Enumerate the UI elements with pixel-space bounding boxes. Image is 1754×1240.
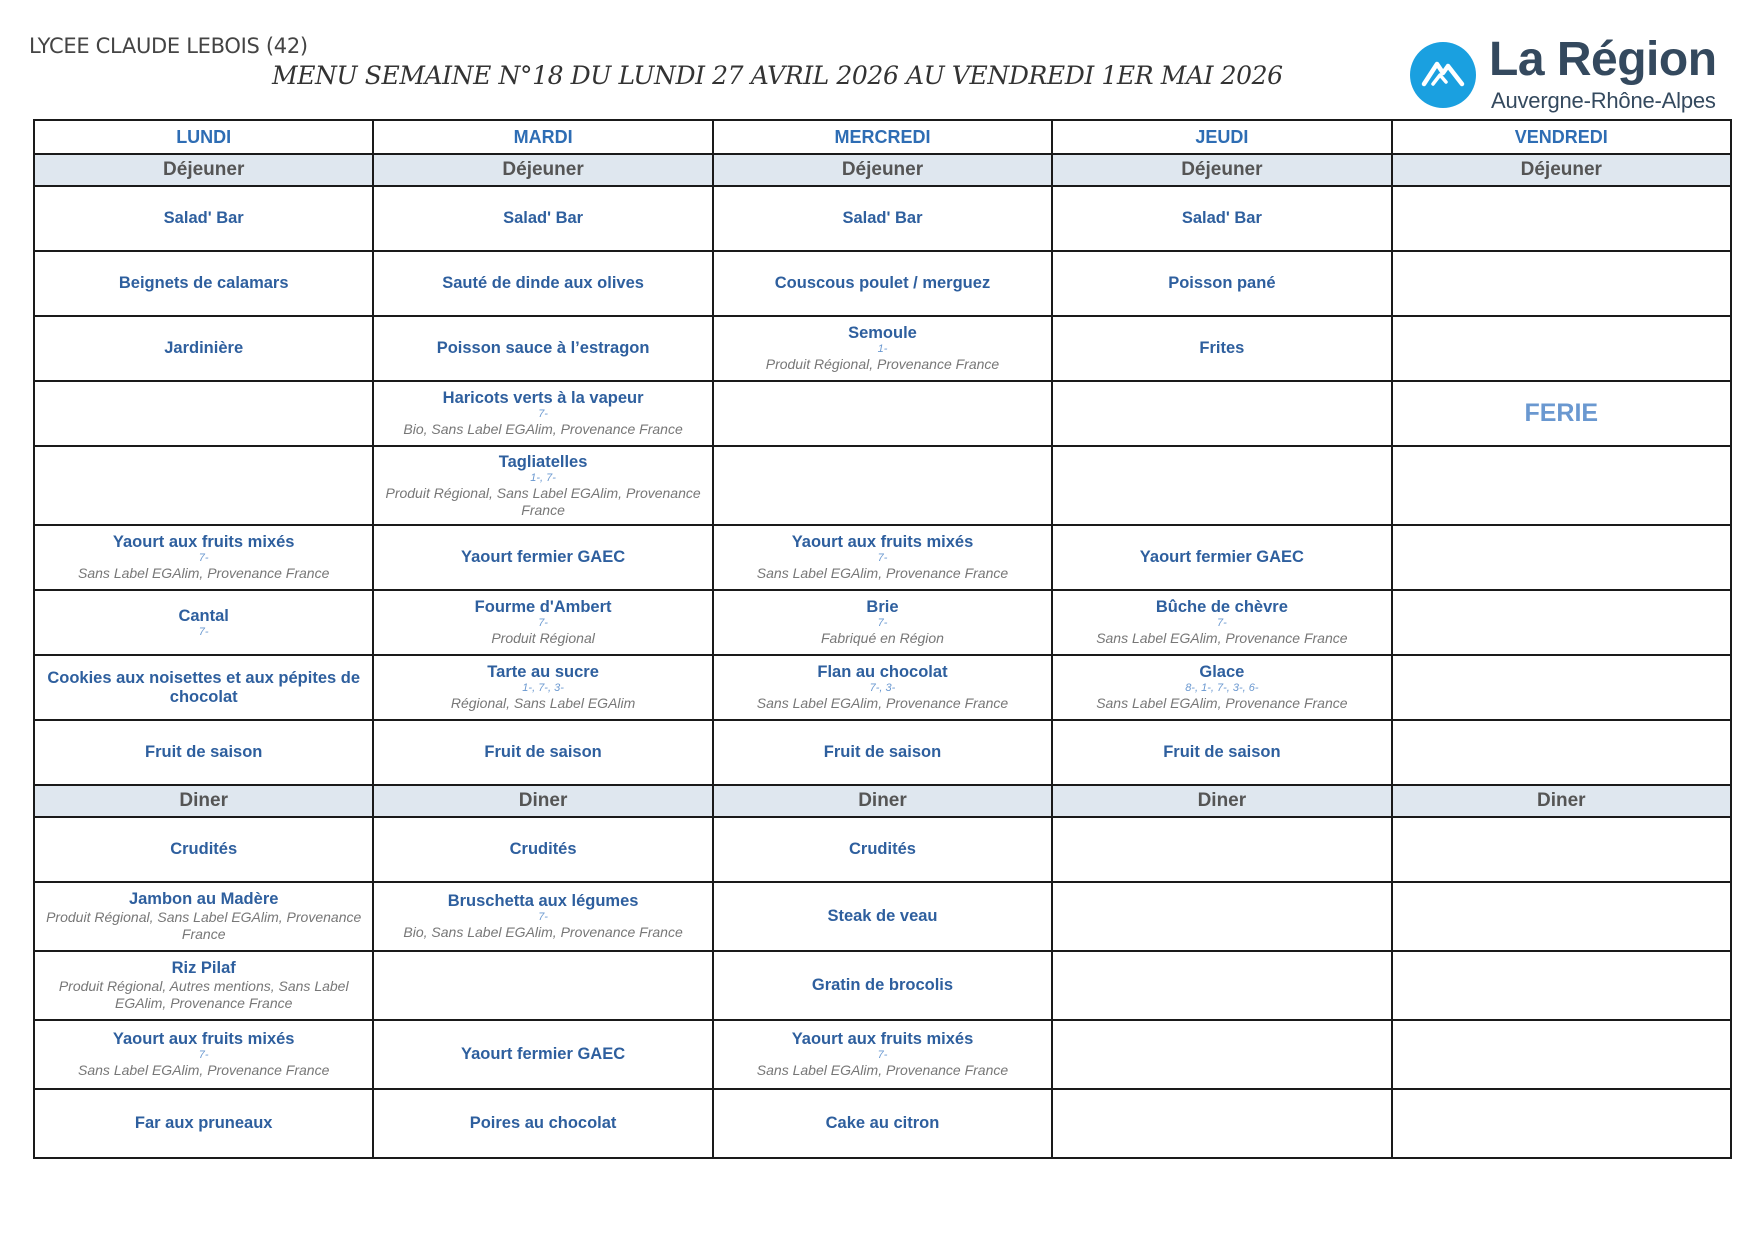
dish-name: Jambon au Madère [128,890,279,908]
quality-labels: Sans Label EGAlim, Provenance France [756,565,1009,581]
dish-name: Tagliatelles [498,452,588,471]
dinner-cell-friday [1392,882,1731,951]
lunch-cell-wednesday [713,186,1052,251]
dinner-cell-monday [34,1020,373,1089]
dish-name: Poires au chocolat [469,1114,617,1132]
allergen-codes: 7- [877,1049,888,1061]
allergen-codes: 8-, 1-, 7-, 3-, 6- [1185,682,1259,694]
dinner-cell-friday [1392,1089,1731,1158]
dish-name: Poisson pané [1168,274,1276,292]
lunch-cell-monday [34,316,373,381]
allergen-codes: 7- [877,552,888,564]
dinner-cell-thursday [1052,951,1391,1020]
meal-label-lunch: Déjeuner [1392,154,1731,186]
lunch-cell-tuesday [373,655,712,720]
dish-name: Yaourt aux fruits mixés [112,533,295,551]
dish-name: Couscous poulet / merguez [774,274,991,292]
dish-name: Jardinière [164,339,244,357]
dinner-menu [34,817,1731,1158]
dish-name: Fourme d'Ambert [474,598,612,616]
dish-name: Salad' Bar [163,209,244,227]
dish-name: Semoule [848,324,917,342]
allergen-codes: 7- [1216,617,1227,629]
day-header-wednesday: MERCREDI [713,120,1052,154]
lunch-header-row [34,154,1731,186]
dish-name: Yaourt fermier GAEC [461,1045,626,1063]
dish-name: Beignets de calamars [118,274,289,292]
dinner-cell-wednesday [713,1089,1052,1158]
dish-name: Crudités [849,840,916,858]
lunch-cell-wednesday [713,590,1052,655]
dinner-cell-thursday [1052,882,1391,951]
dinner-cell-wednesday [713,1020,1052,1089]
quality-labels: Produit Régional, Sans Label EGAlim, Provenance France [385,484,701,518]
quality-labels: Produit Régional, Sans Label EGAlim, Provenance France [46,909,362,942]
meal-label-lunch: Déjeuner [34,154,373,186]
region-logo-title: La Région [1489,33,1717,86]
lunch-cell-thursday [1052,525,1391,590]
quality-labels: Sans Label EGAlim, Provenance France [1096,695,1348,711]
lunch-cell-wednesday [713,251,1052,316]
meal-label-dinner: Diner [373,785,712,817]
dinner-cell-thursday [1052,1089,1391,1158]
quality-labels: Sans Label EGAlim, Provenance France [756,695,1009,711]
dish-name: Bûche de chèvre [1155,598,1288,616]
dish-name: Poisson sauce à l’estragon [436,339,650,357]
lunch-row [34,446,1731,525]
holiday-label: FERIE [1524,399,1599,427]
meal-label-lunch: Déjeuner [713,154,1052,186]
dinner-cell-monday [34,882,373,951]
dish-name: Frites [1199,339,1245,357]
day-header-row [34,120,1731,154]
dish-name: Fruit de saison [484,743,602,761]
quality-labels: Sans Label EGAlim, Provenance France [756,1062,1009,1078]
lunch-cell-monday [34,186,373,251]
region-logo-icon [1410,42,1476,108]
lunch-cell-thursday [1052,251,1391,316]
dish-name: Riz Pilaf [171,959,236,977]
lunch-row [34,525,1731,590]
lunch-cell-monday [34,446,373,525]
dinner-row [34,1020,1731,1089]
dish-name: Haricots verts à la vapeur [442,389,644,407]
lunch-cell-friday [1392,720,1731,785]
dinner-cell-monday [34,817,373,882]
dish-name: Salad' Bar [1181,209,1262,227]
lunch-cell-tuesday [373,446,712,525]
dish-name: Crudités [509,840,577,858]
lunch-cell-friday [1392,446,1731,525]
dinner-cell-friday [1392,1020,1731,1089]
dish-name: Cake au citron [825,1114,940,1132]
dinner-row [34,817,1731,882]
dish-name: Cantal [178,606,229,625]
dish-name: Flan au chocolat [817,663,948,681]
dish-name: Salad' Bar [842,209,923,227]
dish-name: Sauté de dinde aux olives [442,274,644,292]
quality-labels: Bio, Sans Label EGAlim, Provenance France [403,924,683,940]
allergen-codes: 1- [877,343,888,355]
dinner-cell-monday [34,951,373,1020]
dish-name: Yaourt aux fruits mixés [112,1030,295,1048]
day-header-thursday: JEUDI [1052,120,1391,154]
region-logo [1410,33,1728,116]
page-title: MENU SEMAINE N°18 DU LUNDI 27 AVRIL 2026 AU VENDREDI 1ER MAI 2026 [272,61,1283,90]
quality-labels: Sans Label EGAlim, Provenance France [78,565,330,581]
dish-name: Fruit de saison [823,743,942,761]
lunch-cell-thursday [1052,590,1391,655]
lunch-cell-thursday [1052,720,1391,785]
lunch-cell-tuesday [373,590,712,655]
dish-name: Bruschetta aux légumes [447,892,639,910]
dinner-cell-tuesday [373,882,712,951]
dish-name: Brie [866,598,899,616]
allergen-codes: 7- [538,617,548,629]
lunch-cell-tuesday [373,720,712,785]
quality-labels: Produit Régional, Provenance France [765,356,1000,372]
lunch-row [34,381,1731,446]
dinner-cell-monday [34,1089,373,1158]
allergen-codes: 7- [198,1049,209,1061]
lunch-cell-wednesday [713,316,1052,381]
dinner-cell-wednesday [713,882,1052,951]
lunch-cell-thursday [1052,446,1391,525]
lunch-cell-tuesday [373,316,712,381]
meal-label-lunch: Déjeuner [373,154,712,186]
lunch-cell-monday [34,525,373,590]
lunch-row [34,186,1731,251]
dish-name: Gratin de brocolis [811,976,954,994]
lunch-cell-monday [34,590,373,655]
lunch-cell-tuesday [373,381,712,446]
dinner-cell-friday [1392,951,1731,1020]
dinner-cell-wednesday [713,951,1052,1020]
region-logo-subtitle: Auvergne-Rhône-Alpes [1491,88,1716,113]
dish-name: Crudités [170,840,238,858]
lunch-cell-friday [1392,590,1731,655]
dinner-cell-tuesday [373,1089,712,1158]
lunch-cell-monday [34,720,373,785]
allergen-codes: 7- [538,911,548,923]
lunch-cell-tuesday [373,525,712,590]
menu-table [33,119,1732,1159]
meal-label-lunch: Déjeuner [1052,154,1391,186]
dinner-cell-tuesday [373,951,712,1020]
meal-label-dinner: Diner [34,785,373,817]
lunch-cell-friday [1392,251,1731,316]
allergen-codes: 7-, 3- [869,682,896,694]
meal-label-dinner: Diner [713,785,1052,817]
lunch-cell-wednesday [713,446,1052,525]
lunch-cell-monday [34,381,373,446]
quality-labels: Produit Régional, Autres mentions, Sans Label EGAlim, Provenance France [58,978,349,1011]
day-header-tuesday: MARDI [373,120,712,154]
meal-label-dinner: Diner [1392,785,1731,817]
lunch-cell-thursday [1052,655,1391,720]
lunch-row [34,251,1731,316]
lunch-cell-wednesday [713,381,1052,446]
quality-labels: Fabriqué en Région [820,630,944,646]
allergen-codes: 7- [877,617,888,629]
school-name: LYCEE CLAUDE LEBOIS (42) [29,34,308,58]
lunch-row [34,316,1731,381]
lunch-cell-monday [34,655,373,720]
allergen-codes: 7- [538,408,548,420]
dish-name: Yaourt aux fruits mixés [791,533,974,551]
dinner-cell-thursday [1052,1020,1391,1089]
lunch-menu [34,186,1731,785]
lunch-cell-monday [34,251,373,316]
meal-label-dinner: Diner [1052,785,1391,817]
allergen-codes: 1-, 7- [530,471,556,484]
dinner-cell-tuesday [373,817,712,882]
lunch-row [34,590,1731,655]
dish-name: Far aux pruneaux [134,1114,273,1132]
quality-labels: Sans Label EGAlim, Provenance France [78,1062,330,1078]
lunch-cell-thursday [1052,316,1391,381]
dinner-cell-friday [1392,817,1731,882]
dish-name: Glace [1199,663,1245,681]
dinner-row [34,882,1731,951]
lunch-cell-friday [1392,186,1731,251]
dinner-cell-wednesday [713,817,1052,882]
dish-name: Yaourt fermier GAEC [461,548,626,566]
dish-name: Tarte au sucre [487,663,599,681]
lunch-cell-friday [1392,525,1731,590]
allergen-codes: 7- [198,625,209,638]
day-header-monday: LUNDI [34,120,373,154]
quality-labels: Sans Label EGAlim, Provenance France [1096,630,1348,646]
quality-labels: Régional, Sans Label EGAlim [450,695,636,711]
dish-name: Yaourt aux fruits mixés [791,1030,974,1048]
dinner-row [34,1089,1731,1158]
lunch-cell-tuesday [373,186,712,251]
dish-name: Salad' Bar [503,209,584,227]
lunch-cell-thursday [1052,186,1391,251]
quality-labels: Bio, Sans Label EGAlim, Provenance France [403,421,683,437]
dinner-header-row [34,785,1731,817]
dish-name: Cookies aux noisettes et aux pépites de chocolat [47,668,361,706]
allergen-codes: 1-, 7-, 3- [522,682,564,694]
lunch-cell-wednesday [713,525,1052,590]
lunch-row [34,720,1731,785]
dish-name: Steak de veau [827,907,938,925]
lunch-row [34,655,1731,720]
lunch-cell-wednesday [713,720,1052,785]
allergen-codes: 7- [198,552,209,564]
dinner-row [34,951,1731,1020]
dinner-cell-thursday [1052,817,1391,882]
lunch-cell-wednesday [713,655,1052,720]
lunch-cell-friday [1392,381,1731,446]
dish-name: Fruit de saison [145,743,263,761]
dish-name: Yaourt fermier GAEC [1139,548,1304,566]
lunch-cell-thursday [1052,381,1391,446]
lunch-cell-friday [1392,316,1731,381]
quality-labels: Produit Régional [491,630,595,646]
lunch-cell-friday [1392,655,1731,720]
dish-name: Fruit de saison [1163,743,1281,761]
day-header-friday: VENDREDI [1392,120,1731,154]
lunch-cell-tuesday [373,251,712,316]
dinner-cell-tuesday [373,1020,712,1089]
